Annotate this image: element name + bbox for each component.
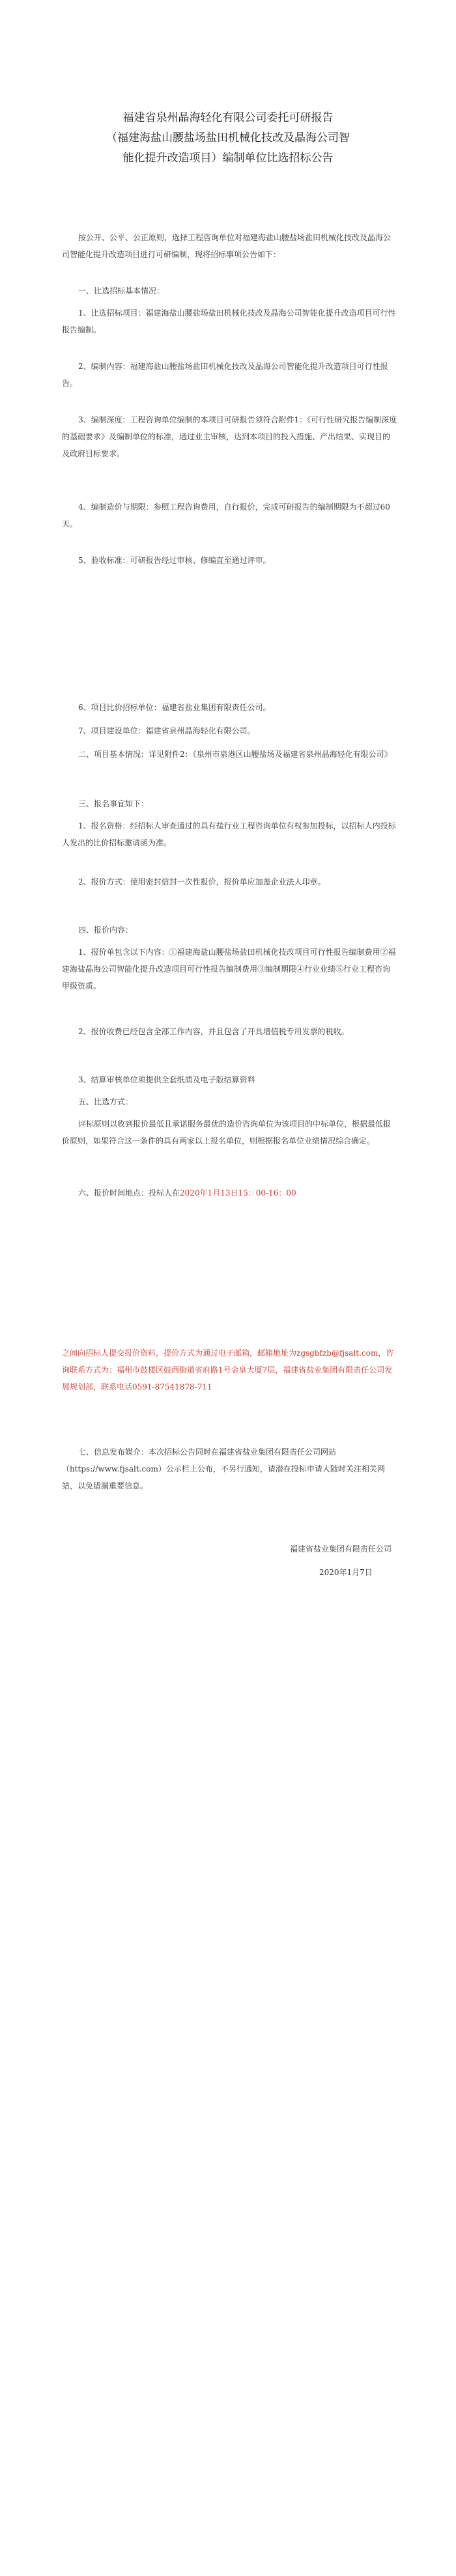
contact-address: 福州市鼓楼区鼓西街道省府路1号金皇大厦7层，福建省盐业集团有限责任公司发展规划部，联系电话0591-87541878-711 [62, 1365, 393, 1391]
section-4-item-1: 1、报价单包含以下内容：①福建海盐山腰盐场盐田机械化技改项目可行性报告编制费用②福建海盐晶海公司智能化提升改造项目可行性报告编制费用③编制期限④行业业绩⑤行业工程咨询甲级资质。 [62, 948, 396, 991]
submission-time: 2020年1月13日15：00-16：00 [180, 1188, 296, 1198]
section-5-paragraph: 评标原则以收到报价最低且承诺服务最优的造价咨询单位为该项目的中标单位，根据最低报价原则，如果符合这一条件的具有两家以上报名单位，则根据报名单位业绩情况综合确定。 [62, 1119, 392, 1145]
section-7-paragraph: 七、信息发布媒介：本次招标公告同时在福建省盐业集团有限责任公司网站（https://www.fjsalt.com）公示栏上公布，不另行通知，请潜在投标申请人随时关注相关网站，以免错漏重要信息。 [62, 1447, 385, 1490]
section-1-item-6: 6、项目比价招标单位：福建省盐业集团有限责任公司。 [78, 703, 271, 712]
section-3-item-1: 1、报名资格：经招标人审查通过的具有盐行业工程咨询单位有权参加投标，以招标人内投标人发出的比价招标邀请函为准。 [62, 821, 396, 847]
section-5-heading: 五、比选方式： [78, 1097, 134, 1106]
section-4-heading: 四、报价内容： [78, 925, 134, 935]
section-1-item-7: 7、项目建设单位：福建省泉州晶海轻化有限公司。 [78, 726, 255, 735]
intro-paragraph: 按公开、公平、公正原则，选择工程咨询单位对福建海盐山腰盐场盐田机械化技改及晶海公司智能化提升改造项目进行可研编制，现将招标事项公告如下： [62, 233, 392, 259]
section-2-paragraph: 二、项目基本情况：详见附件2：《泉州市泉港区山腰盐场及福建省泉州晶海轻化有限公司》 [78, 750, 392, 759]
section-3-heading: 三、报名事宜如下： [78, 799, 149, 808]
title-line-1: 福建省泉州晶海轻化有限公司委托可研报告 [122, 111, 334, 124]
submission-details [62, 1345, 397, 1395]
section-1-item-3: 3、编制深度：工程咨询单位编制的本项目可研报告须符合附件1：《可行性研究报告编制深度的基础要求》及编制单位的标准，通过业主审核，达到本项目的投入措施、产出结果、实现目的及政府目标要求。 [62, 415, 397, 458]
section-6-prefix: 六、报价时间地点：投标人在 [78, 1188, 180, 1198]
section-1-item-2: 2、编制内容：福建海盐山腰盐场盐田机械化技改及晶海公司智能化提升改造项目可行性报告。 [62, 362, 388, 388]
section-4-item-2: 2、报价收费已经包含全部工作内容，并且包含了开具增值税专用发票的税收。 [78, 1027, 349, 1036]
section-1-item-5: 5、验收标准：可研报告经过审核、修编直至通过评审。 [78, 556, 271, 565]
title-line-2: （福建海盐山腰盐场盐田机械化技改及晶海公司智 [106, 131, 350, 144]
title-line-3: 能化提升改造项目）编制单位比选招标公告 [122, 152, 334, 165]
section-1-item-1: 1、比选招标项目：福建海盐山腰盐场盐田机械化技改及晶海公司智能化提升改造项目可行性报告编制。 [62, 308, 396, 335]
section-6-paragraph [62, 1185, 397, 1201]
section-1-heading: 一、比选招标基本情况： [78, 286, 165, 295]
document-title [98, 108, 358, 169]
signature-date: 2020年1月7日 [319, 1568, 373, 1577]
signature-org: 福建省盐业集团有限责任公司 [290, 1544, 392, 1554]
submission-method: 之间向招标人提交报价资料，提价方式为通过电子邮箱，邮箱地址为zgsgbfzb@fjsalt.com，咨询联系方式为： [62, 1349, 394, 1375]
section-1-item-4: 4、编制造价与期限：参照工程咨询费用，自行报价，完成可研报告的编制期限为不超过60天。 [62, 502, 390, 528]
section-4-item-3: 3、结算审核单位须提供全套纸质及电子版结算资料 [78, 1075, 255, 1084]
section-3-item-2: 2、报价方式：使用密封信封一次性报价，报价单应加盖企业法人印章。 [78, 877, 326, 886]
